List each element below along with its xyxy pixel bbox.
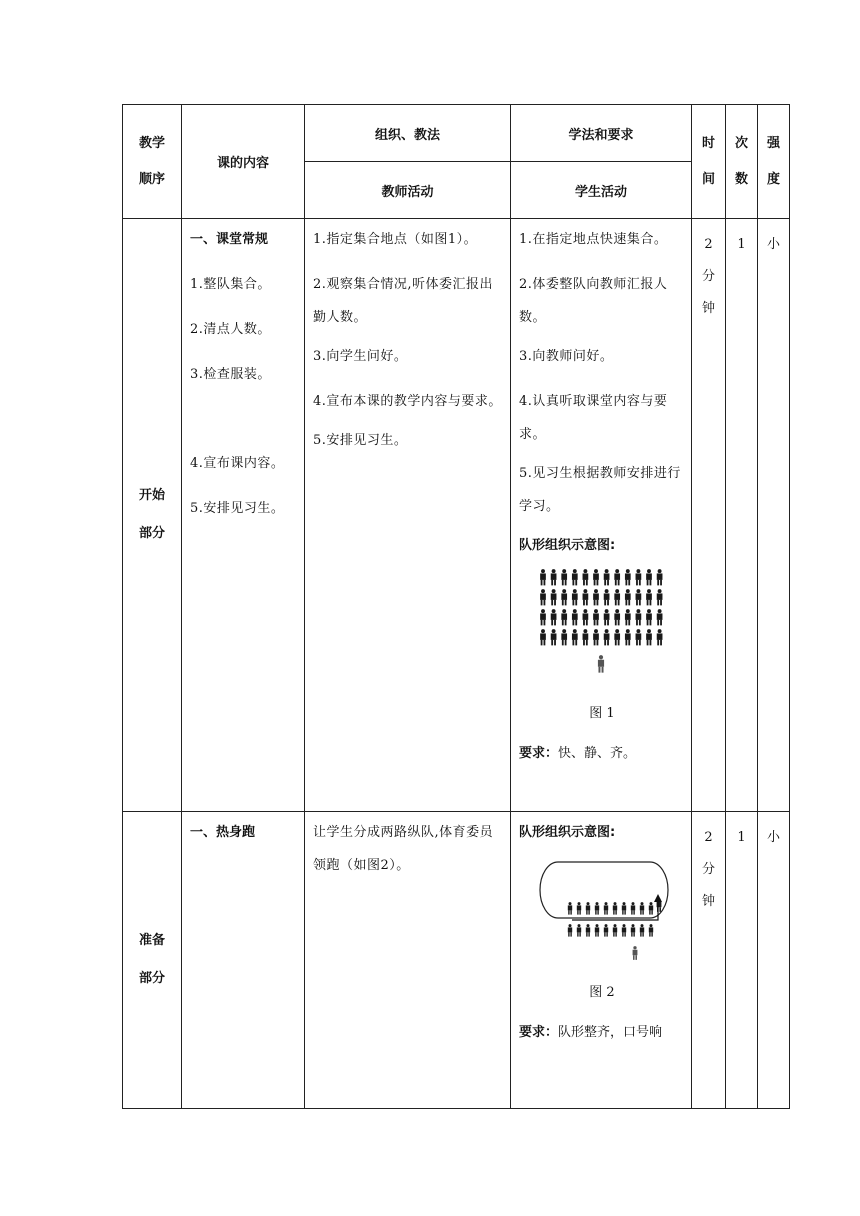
student-figure xyxy=(604,609,610,625)
student-figure xyxy=(561,589,567,605)
teacher-item: 1.指定集合地点（如图1）。 xyxy=(313,232,478,247)
student-figure xyxy=(604,589,610,605)
student-figure xyxy=(540,589,546,605)
phase-prep: 准备 部分 xyxy=(123,812,182,1109)
student-figure xyxy=(572,609,578,625)
start-content-title: 一、课堂常规 xyxy=(190,232,269,247)
student-figure xyxy=(604,569,610,585)
start-teacher xyxy=(305,219,511,812)
prep-intensity: 小 xyxy=(758,812,790,1109)
student-figure xyxy=(625,609,631,625)
student-figure xyxy=(649,924,653,937)
student-figure xyxy=(614,609,620,625)
student-figure xyxy=(551,629,557,645)
student-figure xyxy=(577,924,581,937)
student-figure xyxy=(604,629,610,645)
student-figure xyxy=(640,902,644,915)
lesson-plan-table xyxy=(122,104,790,1109)
student-figure xyxy=(568,924,572,937)
student-figure xyxy=(583,629,589,645)
header-org: 组织、教法 xyxy=(305,105,511,162)
prep-teacher xyxy=(305,812,511,1109)
student-figure xyxy=(540,569,546,585)
student-item: 1.在指定地点快速集合。 xyxy=(519,232,668,247)
student-figure xyxy=(595,924,599,937)
student-figure xyxy=(561,569,567,585)
prep-requirement xyxy=(519,1022,685,1044)
start-diagram-title: 队形组织示意图: xyxy=(519,538,616,553)
student-figure xyxy=(551,569,557,585)
formation-figure-2 xyxy=(519,858,685,972)
student-figure xyxy=(604,924,608,937)
teacher-figure xyxy=(633,946,638,960)
student-figure xyxy=(614,569,620,585)
header-order: 教学 顺序 xyxy=(123,105,182,219)
content-item: 4.宣布课内容。 xyxy=(190,456,285,471)
student-figure xyxy=(583,589,589,605)
student-figure xyxy=(568,902,572,915)
student-figure xyxy=(636,589,642,605)
phase-start: 开始 部分 xyxy=(123,219,182,812)
student-figure xyxy=(614,589,620,605)
content-item: 3.检查服装。 xyxy=(190,367,271,382)
student-figure xyxy=(636,629,642,645)
student-figure xyxy=(572,629,578,645)
start-content xyxy=(182,219,305,812)
student-figure xyxy=(622,924,626,937)
content-item: 2.清点人数。 xyxy=(190,322,271,337)
student-figure xyxy=(625,589,631,605)
student-figure xyxy=(657,609,663,625)
student-figure xyxy=(636,609,642,625)
header-student: 学生活动 xyxy=(511,162,692,219)
run-direction-arrow-icon xyxy=(654,894,662,902)
student-figure xyxy=(593,569,599,585)
start-intensity: 小 xyxy=(758,219,790,812)
student-figure xyxy=(646,609,652,625)
teacher-item: 2.观察集合情况,听体委汇报出勤人数。 xyxy=(313,277,494,325)
student-figure xyxy=(595,902,599,915)
student-figure xyxy=(593,609,599,625)
prep-diagram-title: 队形组织示意图: xyxy=(519,825,616,840)
student-figure xyxy=(657,629,663,645)
figure-1-caption: 图 1 xyxy=(589,706,615,721)
header-intensity: 强 度 xyxy=(758,105,790,219)
student-item: 4.认真听取课堂内容与要求。 xyxy=(519,394,668,442)
prep-content-title: 一、热身跑 xyxy=(190,825,256,840)
student-figure xyxy=(593,589,599,605)
student-figure xyxy=(646,569,652,585)
student-figure xyxy=(657,589,663,605)
header-content: 课的内容 xyxy=(182,105,305,219)
teacher-item: 4.宣布本课的教学内容与要求。 xyxy=(313,394,502,409)
student-figure xyxy=(586,924,590,937)
student-figure xyxy=(646,589,652,605)
student-figure xyxy=(625,629,631,645)
header-time: 时 间 xyxy=(692,105,726,219)
content-item: 5.安排见习生。 xyxy=(190,501,285,516)
student-figure xyxy=(572,589,578,605)
student-figure xyxy=(657,569,663,585)
student-figure xyxy=(551,609,557,625)
prep-content xyxy=(182,812,305,1109)
student-figure xyxy=(561,609,567,625)
student-figure xyxy=(577,902,581,915)
teacher-figure xyxy=(598,655,604,673)
student-figure xyxy=(586,902,590,915)
student-figure xyxy=(625,569,631,585)
student-figure xyxy=(572,569,578,585)
student-figure xyxy=(583,609,589,625)
student-figure xyxy=(649,902,653,915)
student-figure xyxy=(614,629,620,645)
teacher-item: 3.向学生问好。 xyxy=(313,349,408,364)
header-teacher: 教师活动 xyxy=(305,162,511,219)
header-study: 学法和要求 xyxy=(511,105,692,162)
student-figure xyxy=(636,569,642,585)
student-figure xyxy=(613,924,617,937)
student-item: 3.向教师问好。 xyxy=(519,349,614,364)
student-figure xyxy=(631,924,635,937)
req-label: 要求： xyxy=(519,746,559,761)
student-item: 5.见习生根据教师安排进行学习。 xyxy=(519,466,681,514)
teacher-item: 5.安排见习生。 xyxy=(313,433,408,448)
teacher-text: 让学生分成两路纵队,体育委员领跑（如图2）。 xyxy=(313,825,494,873)
prep-count: 1 xyxy=(726,812,758,1109)
start-time: 2 分 钟 xyxy=(692,219,726,812)
start-count: 1 xyxy=(726,219,758,812)
student-figure xyxy=(540,609,546,625)
req-text: 快、静、齐。 xyxy=(558,746,637,761)
content-item: 1.整队集合。 xyxy=(190,277,271,292)
student-figure xyxy=(622,902,626,915)
student-figure xyxy=(561,629,567,645)
student-figure xyxy=(583,569,589,585)
start-requirement xyxy=(519,743,685,765)
student-figure xyxy=(640,924,644,937)
figure-2-caption: 图 2 xyxy=(589,985,615,1000)
student-figure xyxy=(604,902,608,915)
req-text: 队形整齐，口号响 xyxy=(558,1025,663,1040)
student-figure xyxy=(593,629,599,645)
formation-figure-1 xyxy=(519,567,685,693)
prep-time: 2 分 钟 xyxy=(692,812,726,1109)
student-item: 2.体委整队向教师汇报人数。 xyxy=(519,277,668,325)
student-figure xyxy=(540,629,546,645)
start-student xyxy=(511,219,692,812)
student-figure xyxy=(631,902,635,915)
student-figure xyxy=(646,629,652,645)
prep-student xyxy=(511,812,692,1109)
student-figure xyxy=(551,589,557,605)
req-label: 要求： xyxy=(519,1025,559,1040)
student-figure xyxy=(613,902,617,915)
header-count: 次 数 xyxy=(726,105,758,219)
